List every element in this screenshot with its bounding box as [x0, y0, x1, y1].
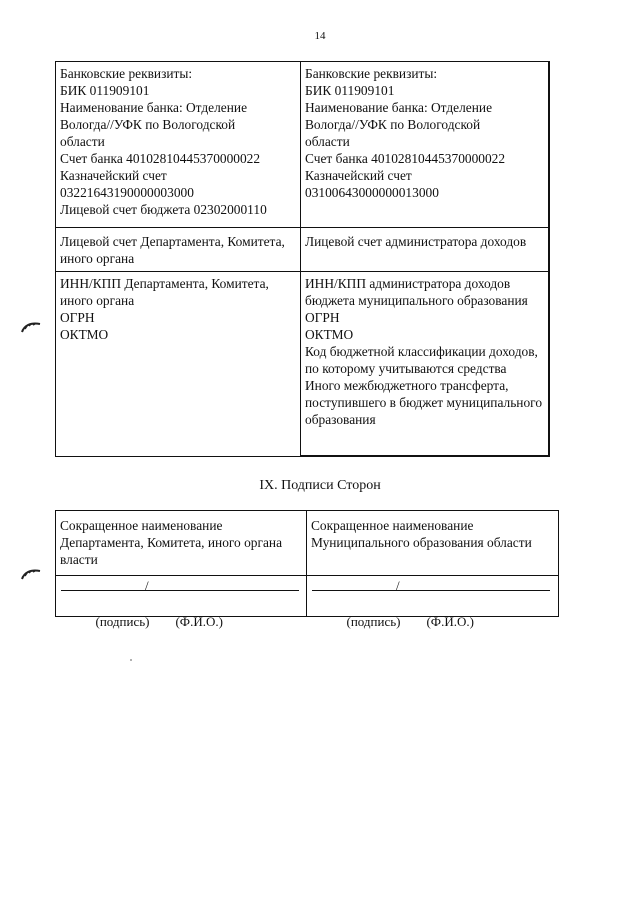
bank-details-line: Банковские реквизиты: — [305, 66, 438, 81]
left-party-name: Сокращенное наименование Департамента, Комитета, иного органа власти — [60, 518, 283, 567]
bank-details-line: Наименование банка: Отделение — [305, 100, 493, 115]
signature-line — [61, 590, 299, 591]
bank-details-line: Казначейский счет — [60, 168, 167, 183]
right-party-cell — [307, 511, 559, 576]
right-account-cell — [301, 228, 549, 272]
bank-details-line: Банковские реквизиты: — [60, 66, 193, 81]
signature-caption: (подпись) — [95, 614, 150, 629]
scan-mark-icon — [20, 567, 42, 579]
identifiers-row — [56, 272, 549, 457]
bank-details-line: Вологда//УФК по Вологодской — [60, 117, 236, 132]
left-party-cell — [56, 511, 307, 576]
signature-line — [312, 590, 550, 591]
bank-details-line: области — [305, 134, 350, 149]
budget-classification-code-label: Код бюджетной классификации доходов, по которому учитываются средства Иного межбюджетного трансферта, поступившего в бюджет муниципального образования — [305, 344, 543, 427]
bank-details-line: БИК 011909101 — [60, 83, 150, 98]
oktmo-label: ОКТМО — [60, 327, 109, 342]
name-caption: (Ф.И.О.) — [426, 614, 474, 629]
party-names-row — [56, 511, 559, 576]
bank-details-line: Вологда//УФК по Вологодской — [305, 117, 481, 132]
bank-details-line: 03221643190000003000 — [60, 185, 194, 200]
right-bank-details-cell — [301, 62, 549, 228]
bank-details-row — [56, 62, 549, 228]
requisites-table — [55, 61, 550, 457]
left-account-cell — [56, 228, 301, 272]
bank-details-line: БИК 011909101 — [305, 83, 395, 98]
signature-slash: / — [145, 578, 149, 593]
bank-details-line: области — [60, 134, 105, 149]
page-number: 14 — [314, 30, 326, 42]
inn-kpp-label: ИНН/КПП администратора доходов бюджета муниципального образования — [305, 276, 528, 308]
bank-details-line: Лицевой счет бюджета 02302000110 — [60, 202, 267, 217]
oktmo-label: ОКТМО — [305, 327, 354, 342]
scan-speck — [130, 659, 132, 661]
account-row — [56, 228, 549, 272]
bank-details-line: Счет банка 40102810445370000022 — [60, 151, 261, 166]
section-title: IX. Подписи Сторон — [259, 478, 381, 493]
signatures-table — [55, 510, 559, 629]
signature-slash: / — [396, 578, 400, 593]
left-bank-details-cell — [56, 62, 301, 228]
left-signature-cell — [56, 576, 307, 629]
bank-details-line: Казначейский счет — [305, 168, 412, 183]
account-label: Лицевой счет Департамента, Комитета, иного органа — [60, 234, 285, 266]
account-label: Лицевой счет администратора доходов — [305, 234, 527, 249]
bank-details-line: Счет банка 40102810445370000022 — [305, 151, 506, 166]
signature-row — [56, 576, 559, 617]
inn-kpp-label: ИНН/КПП Департамента, Комитета, иного органа — [60, 276, 269, 308]
ogrn-label: ОГРН — [60, 310, 95, 325]
left-identifiers-cell — [56, 272, 301, 457]
bank-details-line: 03100643000000013000 — [305, 185, 439, 200]
signature-caption: (подпись) — [346, 614, 401, 629]
right-party-name: Сокращенное наименование Муниципального образования области — [311, 518, 532, 550]
right-signature-cell — [307, 576, 559, 629]
bank-details-line: Наименование банка: Отделение — [60, 100, 248, 115]
name-caption: (Ф.И.О.) — [175, 614, 223, 629]
right-identifiers-cell — [301, 272, 549, 457]
ogrn-label: ОГРН — [305, 310, 340, 325]
scan-mark-icon — [20, 320, 42, 332]
